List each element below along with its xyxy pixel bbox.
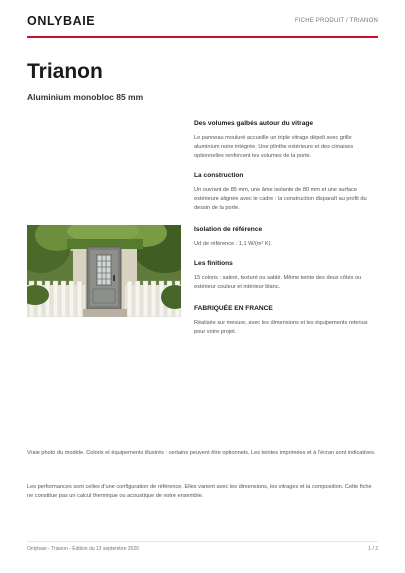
section-title: La construction bbox=[194, 172, 244, 179]
photo-disclaimer: Vraie photo du modèle. Coloris et équipements illustrés : certains peuvent être optionnels. Les teintes imprimées et à l'écran sont indicatives. bbox=[27, 450, 376, 456]
header-divider bbox=[27, 36, 378, 38]
product-photo bbox=[27, 225, 181, 317]
brand-logo: ONLYBAIE bbox=[27, 14, 96, 28]
page-subtitle: Aluminium monobloc 85 mm bbox=[27, 92, 144, 102]
page-header bbox=[27, 12, 378, 36]
feature-section bbox=[194, 260, 378, 292]
feature-section bbox=[194, 226, 378, 249]
breadcrumb: FICHE PRODUIT / TRIANON bbox=[294, 18, 378, 24]
section-title: FABRIQUÉE EN FRANCE bbox=[194, 305, 273, 312]
section-title: Les finitions bbox=[194, 260, 233, 267]
section-body: Le panneau mouluré accueille un triple vitrage dépoli avec grille aluminium noire intégrée. Une plinthe extérieure et des cimaises optionnelles renforcent les volumes de la porte. bbox=[194, 135, 354, 160]
section-body: 15 coloris : satiné, texturé ou sablé. Même teinte des deux côtés ou extérieur couleur et intérieur blanc. bbox=[194, 275, 362, 291]
section-body: Réalisée sur mesure, avec les dimensions et les équipements retenus pour votre projet. bbox=[194, 320, 368, 336]
section-title: Des volumes galbés autour du vitrage bbox=[194, 120, 314, 127]
page-number: 1 / 2 bbox=[368, 546, 378, 552]
performance-disclaimer: Les performances sont celles d'une configuration de référence. Elles varient avec les dimensions, les vitrages et la composition. Cette fiche ne constitue pas un calcul thermique ou acoustique de votre ensemble. bbox=[27, 484, 372, 500]
section-body: Un ouvrant de 85 mm, une âme isolante de 80 mm et une surface extérieure alignée avec le cadre : la construction disparaît au profit du dessin de la porte. bbox=[194, 187, 367, 212]
feature-section bbox=[194, 305, 378, 337]
footer-edition: Onlybaie - Trianon - Édition du 13 septembre 2026 bbox=[27, 546, 140, 552]
door-photo-illustration bbox=[27, 225, 181, 317]
feature-section bbox=[194, 120, 378, 161]
page-title: Trianon bbox=[27, 60, 103, 83]
section-title: Isolation de référence bbox=[194, 226, 263, 233]
feature-section bbox=[194, 172, 378, 213]
footer-divider bbox=[27, 541, 378, 542]
section-body: Ud de référence : 1,1 W/(m² K). bbox=[194, 241, 273, 247]
